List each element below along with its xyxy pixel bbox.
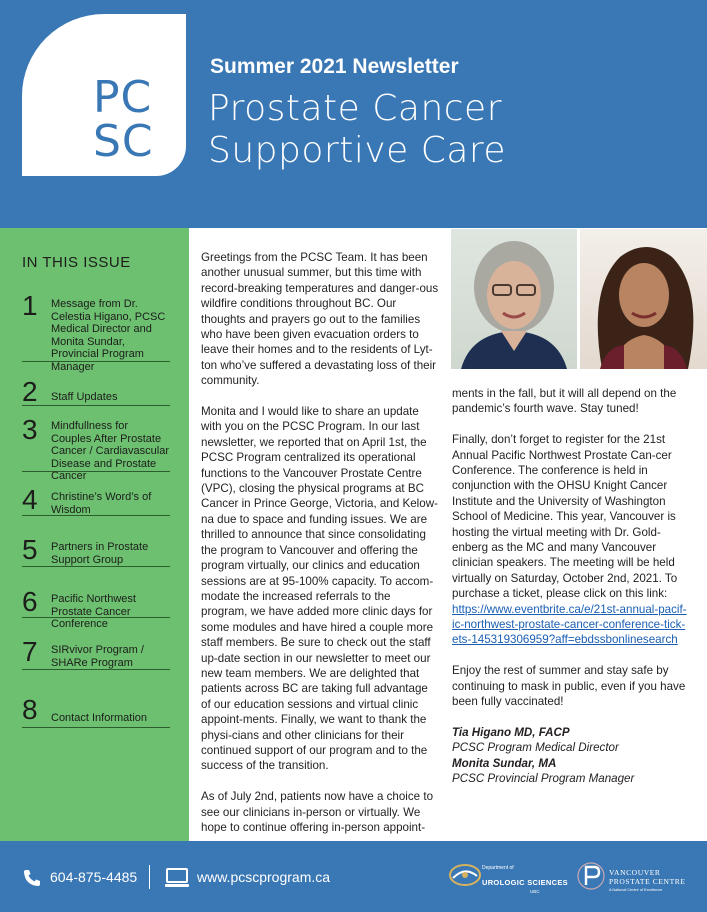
toc-label: Contact Information <box>51 712 147 724</box>
photo-monita-sundar <box>580 229 707 369</box>
toc-label: Staff Updates <box>51 391 118 403</box>
toc-number: 2 <box>22 376 38 407</box>
footer-bar <box>0 841 707 912</box>
toc-number: 5 <box>22 534 38 565</box>
portrait-woman-dark-hair <box>580 229 707 369</box>
toc-number: 3 <box>22 414 38 445</box>
eventbrite-link[interactable]: https://www.eventbrite.ca/e/21st-annual-pacif-ic-northwest-prostate-cancer-conference-tick-ets-145319306959?aff=ebdssbonlinesearch <box>452 602 687 647</box>
article-paragraph: Greetings from the PCSC Team. It has been another unusual summer, but this time with record-breaking temperatures and danger-ous wildfire conditions throughout BC. Our thoughts and prayers go out to the families who have been given evacuation orders to leave their homes and to the residents of Lyt-ton who’ve suffered a devastating loss of their community. <box>201 251 439 388</box>
toc-item-1[interactable] <box>22 290 170 373</box>
article-column-2 <box>452 386 692 787</box>
signature-role-2: PCSC Provincial Program Manager <box>452 772 635 786</box>
page-title <box>208 88 506 172</box>
title-line-1: Prostate Cancer <box>208 88 503 129</box>
signature-role-1: PCSC Program Medical Director <box>452 741 619 755</box>
signature-block <box>452 725 692 787</box>
title-line-2: Supportive Care <box>208 130 507 171</box>
toc-number: 8 <box>22 694 38 725</box>
logo-line-1: PC <box>93 72 153 123</box>
header-banner <box>0 0 707 228</box>
article-paragraph: Enjoy the rest of summer and stay safe by continuing to mask in public, even if you have been fully vaccinated! <box>452 664 686 709</box>
toc-item-6[interactable] <box>22 586 170 630</box>
uro-name-text: UROLOGIC SCIENCES <box>482 878 568 887</box>
footer-divider <box>149 865 150 889</box>
uro-ubc-text: UBC <box>530 889 540 894</box>
article-paragraph: Monita and I would like to share an update with you on the PCSC Program. In our last newsletter, we reported that on April 1st, the PCSC Program centralized its operational functions to the Vancouver Prostate Centre (VPC), closing the physical programs at BC Cancer in Prince George, Victoria, and Kelow-na due to space and funding issues. We are thrilled to announce that since consolidating the program to Vancouver and offering the program virtually, our clinics and education sessions are at 95-100% capacity. To accom-modate the increased referrals to the program, we have added more clinic days for some modules and have hired a couple more staff members. Be sure to check out the staff up-date section in our newsletter to meet our new team members. We are delighted that patients across BC are taking full advantage of our education sessions and virtual clinic appoint-ments. Finally, we want to thank the physi-cians and other clinicians for their continued support of our program and to the success of the transition. <box>201 405 438 773</box>
article-column-1 <box>201 250 439 851</box>
phone-number[interactable]: 604-875-4485 <box>50 869 138 885</box>
toc-label: Christine’s Word’s of Wisdom <box>51 491 152 516</box>
portrait-woman-glasses <box>451 229 577 369</box>
toc-item-5[interactable] <box>22 536 170 567</box>
toc-item-8[interactable] <box>22 696 170 728</box>
logo-line-2: SC <box>93 116 154 167</box>
toc-label: Partners in Prostate Support Group <box>51 541 149 566</box>
toc-item-7[interactable] <box>22 638 170 670</box>
article-paragraph <box>452 432 692 648</box>
article-paragraph: As of July 2nd, patients now have a choice to see our clinicians in-person or virtually. We hope to continue offering in-person appoint- <box>201 790 434 834</box>
toc-item-2[interactable] <box>22 378 170 406</box>
uro-department-text: Department of <box>482 865 514 871</box>
newsletter-edition: Summer 2021 Newsletter <box>210 55 459 78</box>
in-this-issue-sidebar <box>0 228 189 841</box>
pcsc-logo-text <box>93 72 173 167</box>
conference-text: Finally, don’t forget to register for the 21st Annual Pacific Northwest Prostate Can-cer Conference. The conference is held in conjunction with the OHSU Knight Cancer Institute and the University of Washington School of Medicine. This year, Vancouver is hosting the virtual meeting with Dr. Gold-enberg as the MC and many Vancouver clinician speakers. The meeting will be held virtually on Saturday, October 2nd, 2021. To purchase a ticket, please click on this link: <box>452 433 678 601</box>
article-paragraph: ments in the fall, but it will all depend on the pandemic’s fourth wave. Stay tuned! <box>452 387 677 416</box>
signature-name-2: Monita Sundar, MA <box>452 756 557 770</box>
signature-name-1: Tia Higano MD, FACP <box>452 725 570 739</box>
vpc-line-2: PROSTATE CENTRE <box>609 877 686 886</box>
toc-number: 7 <box>22 636 38 667</box>
toc-item-4[interactable] <box>22 486 170 516</box>
toc-label: Pacific Northwest Prostate Cancer Conference <box>51 593 136 630</box>
photo-tia-higano <box>451 229 577 369</box>
phone-icon <box>22 868 42 893</box>
toc-label: SIRvivor Program / SHARe Program <box>51 644 144 669</box>
vpc-sub-text: A National Centre of Excellence <box>609 888 663 892</box>
toc-number: 6 <box>22 586 38 617</box>
toc-number: 1 <box>22 290 38 321</box>
computer-icon <box>165 868 189 893</box>
toc-label: Mindfullness for Couples After Prostate Cancer / Cardiavascular Disease and Prostate Cancer <box>51 420 169 482</box>
website-link[interactable]: www.pcscprogram.ca <box>197 869 331 885</box>
vancouver-prostate-centre-logo-icon <box>576 858 606 899</box>
vpc-line-1: VANCOUVER <box>609 868 661 877</box>
toc-number: 4 <box>22 484 38 515</box>
toc-item-3[interactable] <box>22 414 170 482</box>
urologic-sciences-logo-icon <box>449 862 481 893</box>
sidebar-heading: IN THIS ISSUE <box>22 254 131 271</box>
toc-label: Message from Dr. Celestia Higano, PCSC Medical Director and Monita Sundar, Provincial Program Manager <box>51 298 166 373</box>
